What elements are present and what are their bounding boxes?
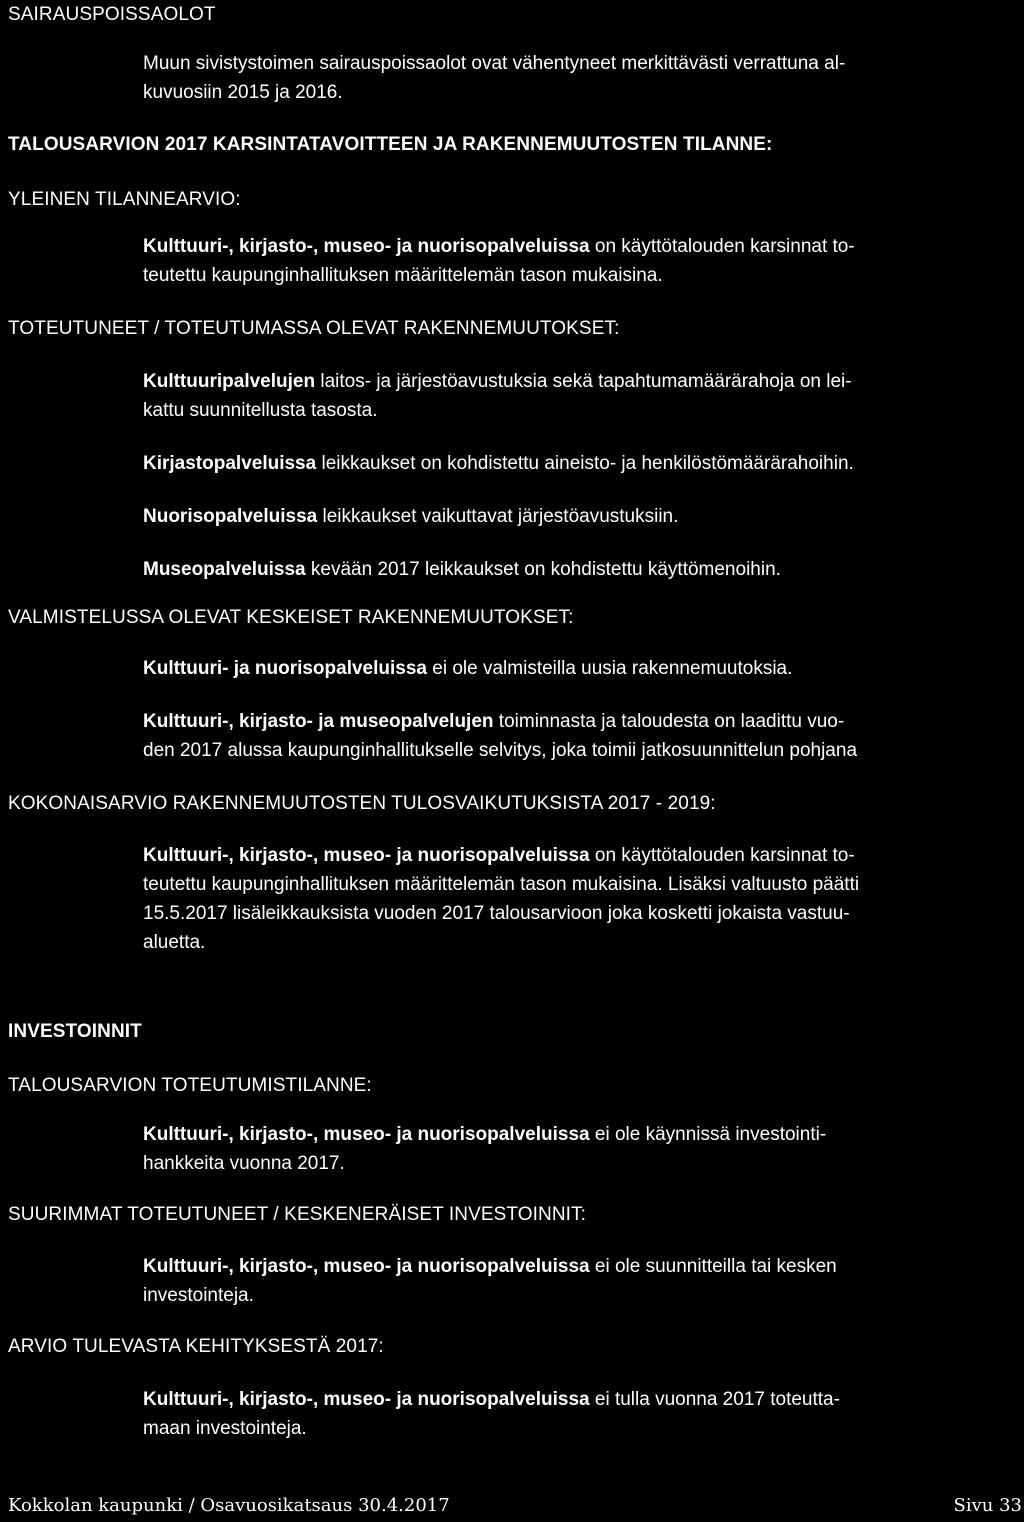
general-line-2: teutettu kaupunginhallituksen määrittelemän tason mukaisina. — [143, 265, 663, 286]
future-outlook-paragraph — [143, 1385, 840, 1443]
in-preparation-p2-line-2: den 2017 alussa kaupunginhallitukselle selvitys, joka toimii jatkosuunnittelun pohjana — [143, 740, 858, 761]
footer-document-title: Kokkolan kaupunki / Osavuosikatsaus 30.4.2017 — [8, 1495, 450, 1516]
implemented-paragraph-3 — [143, 502, 678, 531]
sick-leave-line-1: Muun sivistystoimen sairauspoissaolot ovat vähentyneet merkittävästi verrattuna al- — [143, 53, 846, 74]
general-assessment-heading: YLEINEN TILANNEARVIO: — [8, 189, 241, 210]
future-outlook-bold: Kulttuuri-, kirjasto-, museo- ja nuorisopalveluissa — [143, 1389, 590, 1410]
implemented-paragraph-1 — [143, 367, 852, 425]
budget-implementation-paragraph — [143, 1120, 826, 1178]
largest-investments-bold: Kulttuuri-, kirjasto-, museo- ja nuorisopalveluissa — [143, 1256, 590, 1277]
implemented-p2-rest: leikkaukset on kohdistettu aineisto- ja henkilöstömäärärahoihin. — [316, 453, 854, 474]
overall-line-2: teutettu kaupunginhallituksen määrittelemän tason mukaisina. Lisäksi valtuusto päätti — [143, 874, 860, 895]
implemented-p3-bold: Nuorisopalveluissa — [143, 506, 318, 527]
budget-implementation-line-2: hankkeita vuonna 2017. — [143, 1153, 345, 1174]
implemented-paragraph-4 — [143, 555, 781, 584]
in-preparation-paragraph-2 — [143, 707, 857, 765]
sick-leave-heading: SAIRAUSPOISSAOLOT — [8, 4, 216, 25]
investments-heading: INVESTOINNIT — [8, 1021, 142, 1042]
sick-leave-paragraph — [143, 49, 845, 107]
general-bold-subject: Kulttuuri-, kirjasto-, museo- ja nuorisopalveluissa — [143, 236, 590, 257]
largest-investments-heading: SUURIMMAT TOTEUTUNEET / KESKENERÄISET INVESTOINNIT: — [8, 1204, 587, 1225]
in-preparation-p1-bold: Kulttuuri- ja nuorisopalveluissa — [143, 658, 427, 679]
budget-status-heading: TALOUSARVION 2017 KARSINTATAVOITTEEN JA RAKENNEMUUTOSTEN TILANNE: — [8, 134, 773, 155]
in-preparation-heading: VALMISTELUSSA OLEVAT KESKEISET RAKENNEMUUTOKSET: — [8, 607, 574, 628]
overall-rest: on käyttötalouden karsinnat to- — [589, 845, 855, 866]
budget-implementation-heading: TALOUSARVION TOTEUTUMISTILANNE: — [8, 1075, 372, 1096]
overall-bold-subject: Kulttuuri-, kirjasto-, museo- ja nuorisopalveluissa — [143, 845, 590, 866]
overall-line-4: aluetta. — [143, 932, 206, 953]
future-outlook-rest: ei tulla vuonna 2017 toteutta- — [589, 1389, 840, 1410]
overall-assessment-paragraph — [143, 841, 859, 957]
implemented-p3-rest: leikkaukset vaikuttavat järjestöavustuksiin. — [317, 506, 679, 527]
in-preparation-p2-rest: toiminnasta ja taloudesta on laadittu vuo- — [493, 711, 845, 732]
overall-assessment-heading: KOKONAISARVIO RAKENNEMUUTOSTEN TULOSVAIKUTUKSISTA 2017 - 2019: — [8, 793, 716, 814]
future-outlook-heading: ARVIO TULEVASTA KEHITYKSESTÄ 2017: — [8, 1336, 384, 1357]
in-preparation-p2-bold: Kulttuuri-, kirjasto- ja museopalvelujen — [143, 711, 494, 732]
budget-implementation-bold: Kulttuuri-, kirjasto-, museo- ja nuorisopalveluissa — [143, 1124, 590, 1145]
future-outlook-line-2: maan investointeja. — [143, 1418, 307, 1439]
largest-investments-line-2: investointeja. — [143, 1285, 254, 1306]
sick-leave-line-2: kuvuosiin 2015 ja 2016. — [143, 82, 343, 103]
in-preparation-p1-rest: ei ole valmisteilla uusia rakennemuutoksia. — [427, 658, 793, 679]
implemented-p4-rest: kevään 2017 leikkaukset on kohdistettu käyttömenoihin. — [305, 559, 781, 580]
implemented-changes-heading: TOTEUTUNEET / TOTEUTUMASSA OLEVAT RAKENNEMUUTOKSET: — [8, 318, 620, 339]
implemented-p1-rest: laitos- ja järjestöavustuksia sekä tapahtumamäärärahoja on lei- — [315, 371, 852, 392]
implemented-p1-bold: Kulttuuripalvelujen — [143, 371, 316, 392]
largest-investments-paragraph — [143, 1252, 837, 1310]
implemented-paragraph-2 — [143, 449, 854, 478]
general-assessment-paragraph — [143, 232, 855, 290]
budget-implementation-rest: ei ole käynnissä investointi- — [589, 1124, 827, 1145]
largest-investments-rest: ei ole suunnitteilla tai kesken — [589, 1256, 837, 1277]
in-preparation-paragraph-1 — [143, 654, 792, 683]
implemented-p4-bold: Museopalveluissa — [143, 559, 306, 580]
footer-page-number: Sivu 33 — [953, 1495, 1022, 1516]
implemented-p2-bold: Kirjastopalveluissa — [143, 453, 317, 474]
overall-line-3: 15.5.2017 lisäleikkauksista vuoden 2017 talousarvioon joka kosketti jokaista vastuu- — [143, 903, 850, 924]
general-rest: on käyttötalouden karsinnat to- — [589, 236, 855, 257]
implemented-p1-line-2: kattu suunnitellusta tasosta. — [143, 400, 378, 421]
